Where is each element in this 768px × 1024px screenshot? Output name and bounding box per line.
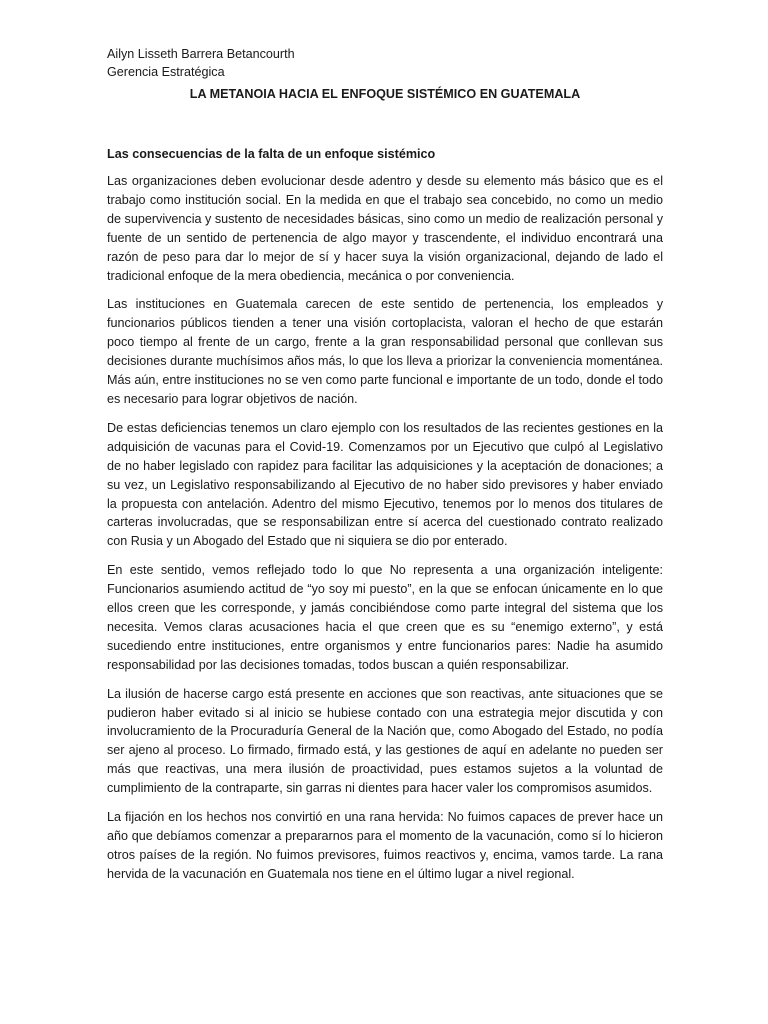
document-page	[107, 45, 663, 884]
section-heading: Las consecuencias de la falta de un enfoque sistémico	[107, 147, 436, 161]
paragraph-1: Las organizaciones deben evolucionar desde adentro y desde su elemento más básico que es el trabajo como institución social. En la medida en que el trabajo sea concebido, no como un medio de supervivencia y sustento de necesidades básicas, sino como un medio de realización personal y fuente de un sentido de pertenencia de algo mayor y trascendente, el individuo encontrará una razón de peso para dar lo mejor de sí y hacer suya la visión organizacional, dejando de lado el tradicional enfoque de la mera obediencia, mecánica o por conveniencia.	[107, 174, 663, 283]
document-title: LA METANOIA HACIA EL ENFOQUE SISTÉMICO EN GUATEMALA	[189, 87, 581, 101]
paragraph-3: De estas deficiencias tenemos un claro ejemplo con los resultados de las recientes gestiones en la adquisición de vacunas para el Covid-19. Comenzamos por un Ejecutivo que culpó al Legislativo de no haber legislado con rapidez para facilitar las adquisiciones y la aceptación de donaciones; a su vez, un Legislativo responsabilizando al Ejecutivo de no haber sido previsores y haber enviado la propuesta con antelación. Adentro del mismo Ejecutivo, tenemos por lo menos dos titulares de carteras involucradas, que se responsabilizan entre sí acerca del cuestionado contrato realizado con Rusia y un Abogado del Estado que ni siquiera se dio por enterado.	[107, 420, 663, 549]
author-name: Ailyn Lisseth Barrera Betancourth	[107, 47, 295, 61]
paragraph-6: La fijación en los hechos nos convirtió en una rana hervida: No fuimos capaces de prever hace un año que debíamos comenzar a prepararnos para el momento de la vacunación, como sí lo hicieron otros países de la región. No fuimos previsores, fuimos reactivos y, encima, vamos tarde. La rana hervida de la vacunación en Guatemala nos tiene en el último lugar a nivel regional.	[107, 810, 663, 881]
paragraph-4: En este sentido, vemos reflejado todo lo que No representa a una organización inteligente: Funcionarios asumiendo actitud de “yo soy mi puesto”, en la que se enfocan únicamente en lo que ellos creen que les corresponde, y jamás concibiéndose como parte integral del sistema que los necesita. Vemos claras acusaciones hacia el que creen que es su “enemigo externo”, y está sucediendo entre instituciones, entre organismos y entre funcionarios pares: Nadie ha asumido responsabilidad por las decisiones tomadas, todos buscan a quién responsabilizar.	[107, 563, 663, 672]
paragraph-2: Las instituciones en Guatemala carecen de este sentido de pertenencia, los empleados y funcionarios públicos tienden a tener una visión cortoplacista, valoran el hecho de que estarán poco tiempo al frente de un cargo, frente a la gran responsabilidad personal que conllevan sus decisiones durante muchísimos años más, lo que los lleva a priorizar la conveniencia momentánea. Más aún, entre instituciones no se ven como parte funcional e importante de un todo, donde el todo es necesario para lograr objetivos de nación.	[107, 297, 663, 406]
paragraph-5: La ilusión de hacerse cargo está presente en acciones que son reactivas, ante situaciones que se pudieron haber evitado si al inicio se hubiese contado con una estrategia mejor discutida y con involucramiento de la Procuraduría General de la Nación que, como Abogado del Estado, no podía ser ajeno al proceso. Lo firmado, firmado está, y las gestiones de aquí en adelante no pueden ser más que reactivas, una mera ilusión de proactividad, pues estamos sujetos a la voluntad de cumplimiento de la contraparte, sin garras ni dientes para hacer valer los compromisos asumidos.	[107, 686, 663, 796]
course-name: Gerencia Estratégica	[107, 65, 225, 79]
